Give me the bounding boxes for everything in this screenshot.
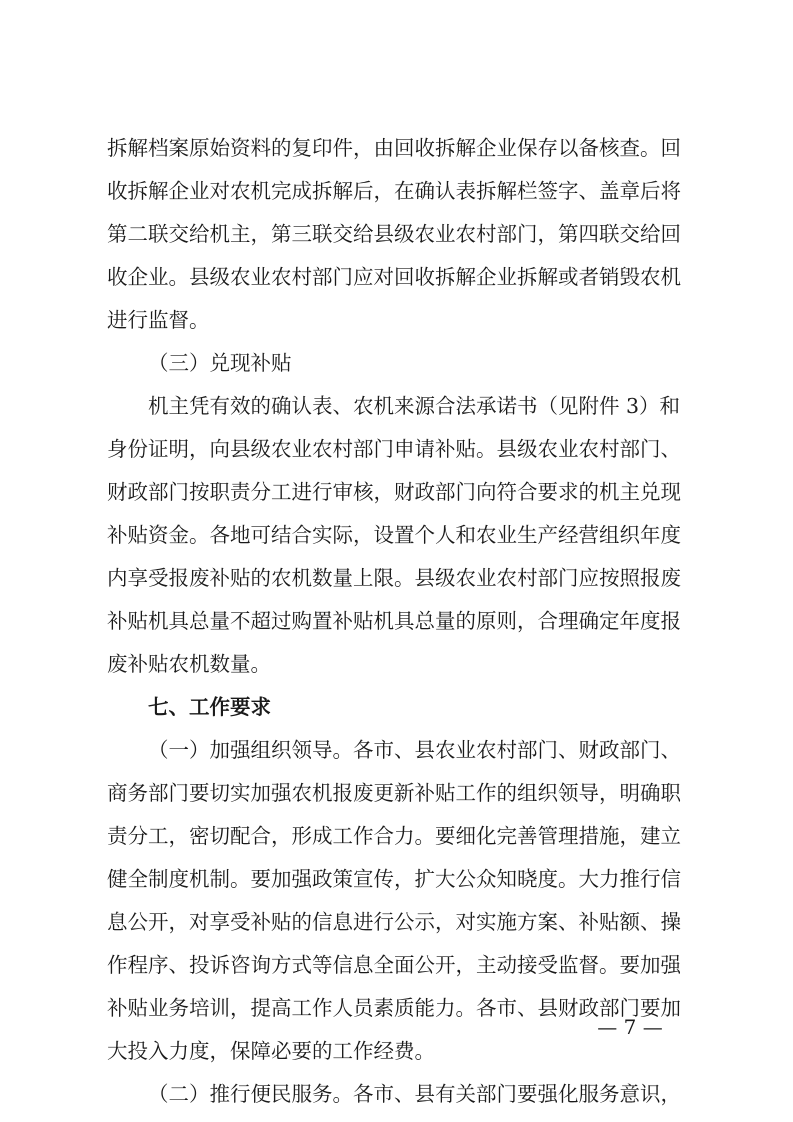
body-text-line: 收拆解企业对农机完成拆解后，在确认表拆解栏签字、盖章后将: [107, 179, 681, 203]
body-text-line: 补贴机具总量不超过购置补贴机具总量的原则，合理确定年度报: [107, 609, 681, 633]
body-text-line: 内享受报废补贴的农机数量上限。县级农业农村部门应按照报废: [107, 566, 681, 590]
body-text-line: 责分工，密切配合，形成工作合力。要细化完善管理措施，建立: [107, 824, 681, 848]
body-text-line: 补贴业务培训，提高工作人员素质能力。各市、县财政部门要加: [107, 996, 681, 1020]
body-text-line: 商务部门要切实加强农机报废更新补贴工作的组织领导，明确职: [107, 781, 681, 805]
body-text-line: 作程序、投诉咨询方式等信息全面公开，主动接受监督。要加强: [107, 953, 681, 977]
body-text-line: （二）推行便民服务。各市、县有关部门要强化服务意识，: [148, 1082, 681, 1106]
body-text-line: 收企业。县级农业农村部门应对回收拆解企业拆解或者销毁农机: [107, 265, 681, 289]
body-text-line: 机主凭有效的确认表、农机来源合法承诺书（见附件 3）和: [148, 394, 681, 418]
body-text-line: 息公开，对享受补贴的信息进行公示，对实施方案、补贴额、操: [107, 910, 681, 934]
body-text-line: 大投入力度，保障必要的工作经费。: [107, 1039, 435, 1063]
body-text-line: 废补贴农机数量。: [107, 652, 271, 676]
body-text-line: 身份证明，向县级农业农村部门申请补贴。县级农业农村部门、: [107, 437, 681, 461]
body-text-line: 进行监督。: [107, 308, 210, 332]
page-number: — 7 —: [597, 1015, 663, 1039]
body-text-line: 财政部门按职责分工进行审核，财政部门向符合要求的机主兑现: [107, 480, 681, 504]
body-text-line: 健全制度机制。要加强政策宣传，扩大公众知晓度。大力推行信: [107, 867, 681, 891]
subsection-heading: （三）兑现补贴: [148, 351, 292, 375]
section-heading: 七、工作要求: [148, 695, 271, 719]
body-text-line: 第二联交给机主，第三联交给县级农业农村部门，第四联交给回: [107, 222, 681, 246]
body-text-line: 拆解档案原始资料的复印件，由回收拆解企业保存以备核查。回: [107, 136, 681, 160]
body-text-line: （一）加强组织领导。各市、县农业农村部门、财政部门、: [148, 738, 681, 762]
body-text-line: 补贴资金。各地可结合实际，设置个人和农业生产经营组织年度: [107, 523, 681, 547]
